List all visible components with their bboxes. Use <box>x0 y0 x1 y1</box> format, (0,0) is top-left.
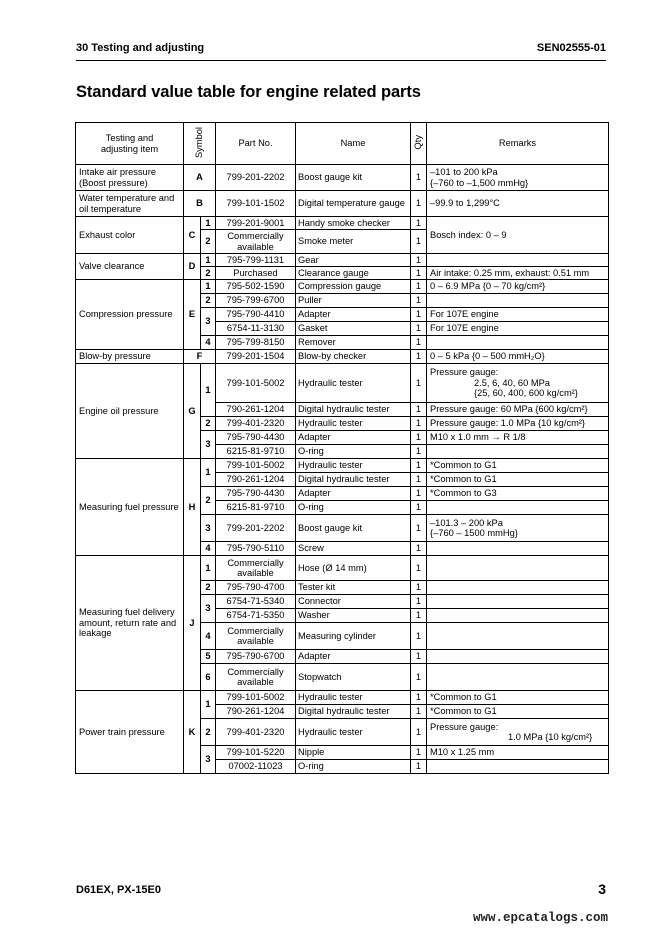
qty-cell: 1 <box>411 336 427 350</box>
name-cell: Digital hydraulic tester <box>296 473 411 487</box>
qty-cell: 1 <box>411 691 427 705</box>
part-no-cell: 07002-11023 <box>216 760 296 774</box>
number-cell: 2 <box>201 581 216 595</box>
symbol-cell: K <box>184 691 201 774</box>
remarks-cell: Pressure gauge: 2.5, 6, 40, 60 MPa {25, 60, 400, 600 kg/cm²} <box>427 364 609 403</box>
symbol-cell: D <box>184 254 201 280</box>
name-cell: Digital temperature gauge <box>296 191 411 217</box>
qty-cell: 1 <box>411 719 427 746</box>
part-no-cell: 795-799-8150 <box>216 336 296 350</box>
part-no-cell: 799-201-2202 <box>216 515 296 542</box>
remarks-cell <box>427 650 609 664</box>
number-cell: 2 <box>201 487 216 515</box>
qty-cell: 1 <box>411 473 427 487</box>
number-cell: 3 <box>201 308 216 336</box>
remarks-cell: *Common to G1 <box>427 459 609 473</box>
part-no-cell: 790-261-1204 <box>216 473 296 487</box>
name-cell: Adapter <box>296 308 411 322</box>
document-code: SEN02555-01 <box>536 42 606 54</box>
table-row <box>76 459 609 473</box>
name-cell: Tester kit <box>296 581 411 595</box>
remarks-cell <box>427 445 609 459</box>
name-cell: Stopwatch <box>296 664 411 691</box>
number-cell: 1 <box>201 217 216 230</box>
name-cell: O-ring <box>296 760 411 774</box>
part-no-cell: 799-101-5002 <box>216 459 296 473</box>
qty-cell: 1 <box>411 542 427 556</box>
name-cell: Boost gauge kit <box>296 515 411 542</box>
footer-model: D61EX, PX-15E0 <box>76 884 161 896</box>
qty-cell: 1 <box>411 760 427 774</box>
table-row <box>76 165 609 191</box>
remarks-cell: *Common to G1 <box>427 691 609 705</box>
item-cell: Blow-by pressure <box>76 350 184 364</box>
part-no-cell: 799-201-1504 <box>216 350 296 364</box>
qty-cell: 1 <box>411 487 427 501</box>
number-cell: 5 <box>201 650 216 664</box>
number-cell: 2 <box>201 230 216 254</box>
part-no-cell: 795-799-1131 <box>216 254 296 267</box>
table-row <box>76 556 609 581</box>
remarks-cell: Air intake: 0.25 mm, exhaust: 0.51 mm <box>427 267 609 280</box>
qty-cell: 1 <box>411 581 427 595</box>
part-no-cell: Commercially available <box>216 623 296 650</box>
remarks-cell: –101.3 – 200 kPa {–760 – 1500 mmHg} <box>427 515 609 542</box>
remarks-cell <box>427 556 609 581</box>
column-header-part-no: Part No. <box>216 123 296 165</box>
qty-cell: 1 <box>411 417 427 431</box>
part-no-cell: Purchased <box>216 267 296 280</box>
number-cell: 2 <box>201 719 216 746</box>
table-row <box>76 191 609 217</box>
table-row <box>76 280 609 294</box>
name-cell: Digital hydraulic tester <box>296 403 411 417</box>
part-no-cell: 795-790-5110 <box>216 542 296 556</box>
name-cell: Adapter <box>296 650 411 664</box>
part-no-cell: 799-201-2202 <box>216 165 296 191</box>
symbol-cell: B <box>184 191 216 217</box>
name-cell: Hydraulic tester <box>296 364 411 403</box>
remarks-cell <box>427 501 609 515</box>
remarks-cell: Pressure gauge: 1.0 MPa {10 kg/cm²} <box>427 719 609 746</box>
qty-cell: 1 <box>411 230 427 254</box>
watermark-link[interactable]: www.epcatalogs.com <box>472 911 608 925</box>
header-rule <box>76 60 606 61</box>
part-no-cell: 790-261-1204 <box>216 403 296 417</box>
name-cell: O-ring <box>296 501 411 515</box>
number-cell: 1 <box>201 459 216 487</box>
page-number: 3 <box>598 881 606 897</box>
name-cell: Hydraulic tester <box>296 719 411 746</box>
part-no-cell: 6215-81-9710 <box>216 501 296 515</box>
remarks-cell <box>427 542 609 556</box>
part-no-cell: 795-790-4430 <box>216 487 296 501</box>
qty-cell: 1 <box>411 623 427 650</box>
number-cell: 3 <box>201 431 216 459</box>
remarks-cell: M10 x 1.0 mm → R 1/8 <box>427 431 609 445</box>
qty-cell: 1 <box>411 254 427 267</box>
qty-cell: 1 <box>411 267 427 280</box>
qty-cell: 1 <box>411 650 427 664</box>
item-cell: Measuring fuel delivery amount, return rate and leakage <box>76 556 184 691</box>
name-cell: Hydraulic tester <box>296 417 411 431</box>
qty-cell: 1 <box>411 556 427 581</box>
name-cell: Adapter <box>296 487 411 501</box>
qty-cell: 1 <box>411 403 427 417</box>
qty-cell: 1 <box>411 308 427 322</box>
table-row <box>76 691 609 705</box>
symbol-cell: C <box>184 217 201 254</box>
column-header-qty: Qty <box>411 123 427 165</box>
part-no-cell: 795-790-4410 <box>216 308 296 322</box>
qty-cell: 1 <box>411 294 427 308</box>
name-cell: Compression gauge <box>296 280 411 294</box>
qty-cell: 1 <box>411 595 427 609</box>
qty-cell: 1 <box>411 445 427 459</box>
qty-cell: 1 <box>411 705 427 719</box>
remarks-cell: –101 to 200 kPa {–760 to –1,500 mmHg} <box>427 165 609 191</box>
part-no-cell: 795-799-6700 <box>216 294 296 308</box>
standard-value-table <box>75 122 609 774</box>
number-cell: 1 <box>201 280 216 294</box>
part-no-cell: 6754-71-5340 <box>216 595 296 609</box>
name-cell: Boost gauge kit <box>296 165 411 191</box>
name-cell: Gasket <box>296 322 411 336</box>
name-cell: Adapter <box>296 431 411 445</box>
name-cell: O-ring <box>296 445 411 459</box>
symbol-cell: E <box>184 280 201 350</box>
remarks-cell: *Common to G1 <box>427 705 609 719</box>
number-cell: 4 <box>201 623 216 650</box>
remarks-cell <box>427 336 609 350</box>
qty-cell: 1 <box>411 322 427 336</box>
number-cell: 3 <box>201 746 216 774</box>
remarks-cell <box>427 294 609 308</box>
number-cell: 2 <box>201 417 216 431</box>
remarks-cell <box>427 609 609 623</box>
part-no-cell: 799-101-5002 <box>216 364 296 403</box>
name-cell: Handy smoke checker <box>296 217 411 230</box>
part-no-cell: 795-790-6700 <box>216 650 296 664</box>
table-row <box>76 364 609 403</box>
remarks-cell <box>427 760 609 774</box>
remarks-cell: *Common to G3 <box>427 487 609 501</box>
qty-cell: 1 <box>411 280 427 294</box>
part-no-cell: Commercially available <box>216 664 296 691</box>
page-title: Standard value table for engine related parts <box>76 83 421 101</box>
item-cell: Water temperature and oil temperature <box>76 191 184 217</box>
name-cell: Blow-by checker <box>296 350 411 364</box>
qty-cell: 1 <box>411 501 427 515</box>
part-no-cell: 790-261-1204 <box>216 705 296 719</box>
remarks-cell <box>427 254 609 267</box>
number-cell: 2 <box>201 267 216 280</box>
qty-cell: 1 <box>411 217 427 230</box>
remarks-cell: Pressure gauge: 60 MPa {600 kg/cm²} <box>427 403 609 417</box>
name-cell: Remover <box>296 336 411 350</box>
remarks-cell: Pressure gauge: 1.0 MPa {10 kg/cm²} <box>427 417 609 431</box>
number-cell: 4 <box>201 542 216 556</box>
part-no-cell: 6754-11-3130 <box>216 322 296 336</box>
qty-cell: 1 <box>411 459 427 473</box>
remarks-cell <box>427 581 609 595</box>
qty-cell: 1 <box>411 746 427 760</box>
name-cell: Washer <box>296 609 411 623</box>
remarks-cell: *Common to G1 <box>427 473 609 487</box>
remarks-cell: 0 – 5 kPa {0 – 500 mmH₂O} <box>427 350 609 364</box>
table-row <box>76 254 609 267</box>
part-no-cell: 799-401-2320 <box>216 719 296 746</box>
part-no-cell: 799-101-5220 <box>216 746 296 760</box>
name-cell: Smoke meter <box>296 230 411 254</box>
remarks-cell: 0 – 6.9 MPa {0 – 70 kg/cm²} <box>427 280 609 294</box>
number-cell: 2 <box>201 294 216 308</box>
remarks-cell <box>427 664 609 691</box>
name-cell: Gear <box>296 254 411 267</box>
symbol-cell: G <box>184 364 201 459</box>
column-header-symbol: Symbol <box>184 123 216 165</box>
remarks-cell: M10 x 1.25 mm <box>427 746 609 760</box>
number-cell: 3 <box>201 515 216 542</box>
page-header <box>76 42 606 60</box>
name-cell: Hydraulic tester <box>296 459 411 473</box>
symbol-cell: F <box>184 350 216 364</box>
name-cell: Hose (Ø 14 mm) <box>296 556 411 581</box>
symbol-cell: H <box>184 459 201 556</box>
qty-cell: 1 <box>411 350 427 364</box>
item-cell: Exhaust color <box>76 217 184 254</box>
column-header-name: Name <box>296 123 411 165</box>
number-cell: 3 <box>201 595 216 623</box>
part-no-cell: 795-790-4700 <box>216 581 296 595</box>
name-cell: Puller <box>296 294 411 308</box>
remarks-cell: For 107E engine <box>427 322 609 336</box>
name-cell: Hydraulic tester <box>296 691 411 705</box>
item-cell: Valve clearance <box>76 254 184 280</box>
name-cell: Connector <box>296 595 411 609</box>
table-row <box>76 350 609 364</box>
part-no-cell: Commercially available <box>216 230 296 254</box>
number-cell: 1 <box>201 556 216 581</box>
qty-cell: 1 <box>411 191 427 217</box>
column-header-remarks: Remarks <box>427 123 609 165</box>
item-cell: Power train pressure <box>76 691 184 774</box>
qty-cell: 1 <box>411 364 427 403</box>
number-cell: 4 <box>201 336 216 350</box>
part-no-cell: 799-101-1502 <box>216 191 296 217</box>
part-no-cell: 799-201-9001 <box>216 217 296 230</box>
column-header-item: Testing and adjusting item <box>76 123 184 165</box>
standard-value-table-wrapper <box>75 122 608 774</box>
qty-cell: 1 <box>411 664 427 691</box>
item-cell: Intake air pressure (Boost pressure) <box>76 165 184 191</box>
part-no-cell: 6754-71-5350 <box>216 609 296 623</box>
table-header-row <box>76 123 609 165</box>
number-cell: 6 <box>201 664 216 691</box>
part-no-cell: 799-101-5002 <box>216 691 296 705</box>
name-cell: Screw <box>296 542 411 556</box>
table-row <box>76 217 609 230</box>
number-cell: 1 <box>201 364 216 417</box>
item-cell: Measuring fuel pressure <box>76 459 184 556</box>
section-title: 30 Testing and adjusting <box>76 42 205 54</box>
part-no-cell: 799-401-2320 <box>216 417 296 431</box>
part-no-cell: 795-790-4430 <box>216 431 296 445</box>
qty-cell: 1 <box>411 431 427 445</box>
part-no-cell: Commercially available <box>216 556 296 581</box>
name-cell: Clearance gauge <box>296 267 411 280</box>
remarks-cell <box>427 595 609 609</box>
item-cell: Compression pressure <box>76 280 184 350</box>
remarks-cell: Bosch index: 0 – 9 <box>427 217 609 254</box>
number-cell: 1 <box>201 254 216 267</box>
name-cell: Digital hydraulic tester <box>296 705 411 719</box>
part-no-cell: 6215-81-9710 <box>216 445 296 459</box>
qty-cell: 1 <box>411 165 427 191</box>
part-no-cell: 795-502-1590 <box>216 280 296 294</box>
number-cell: 1 <box>201 691 216 719</box>
remarks-cell <box>427 623 609 650</box>
symbol-cell: J <box>184 556 201 691</box>
symbol-cell: A <box>184 165 216 191</box>
item-cell: Engine oil pressure <box>76 364 184 459</box>
remarks-cell: –99.9 to 1,299°C <box>427 191 609 217</box>
qty-cell: 1 <box>411 515 427 542</box>
name-cell: Measuring cylinder <box>296 623 411 650</box>
name-cell: Nipple <box>296 746 411 760</box>
remarks-cell: For 107E engine <box>427 308 609 322</box>
qty-cell: 1 <box>411 609 427 623</box>
